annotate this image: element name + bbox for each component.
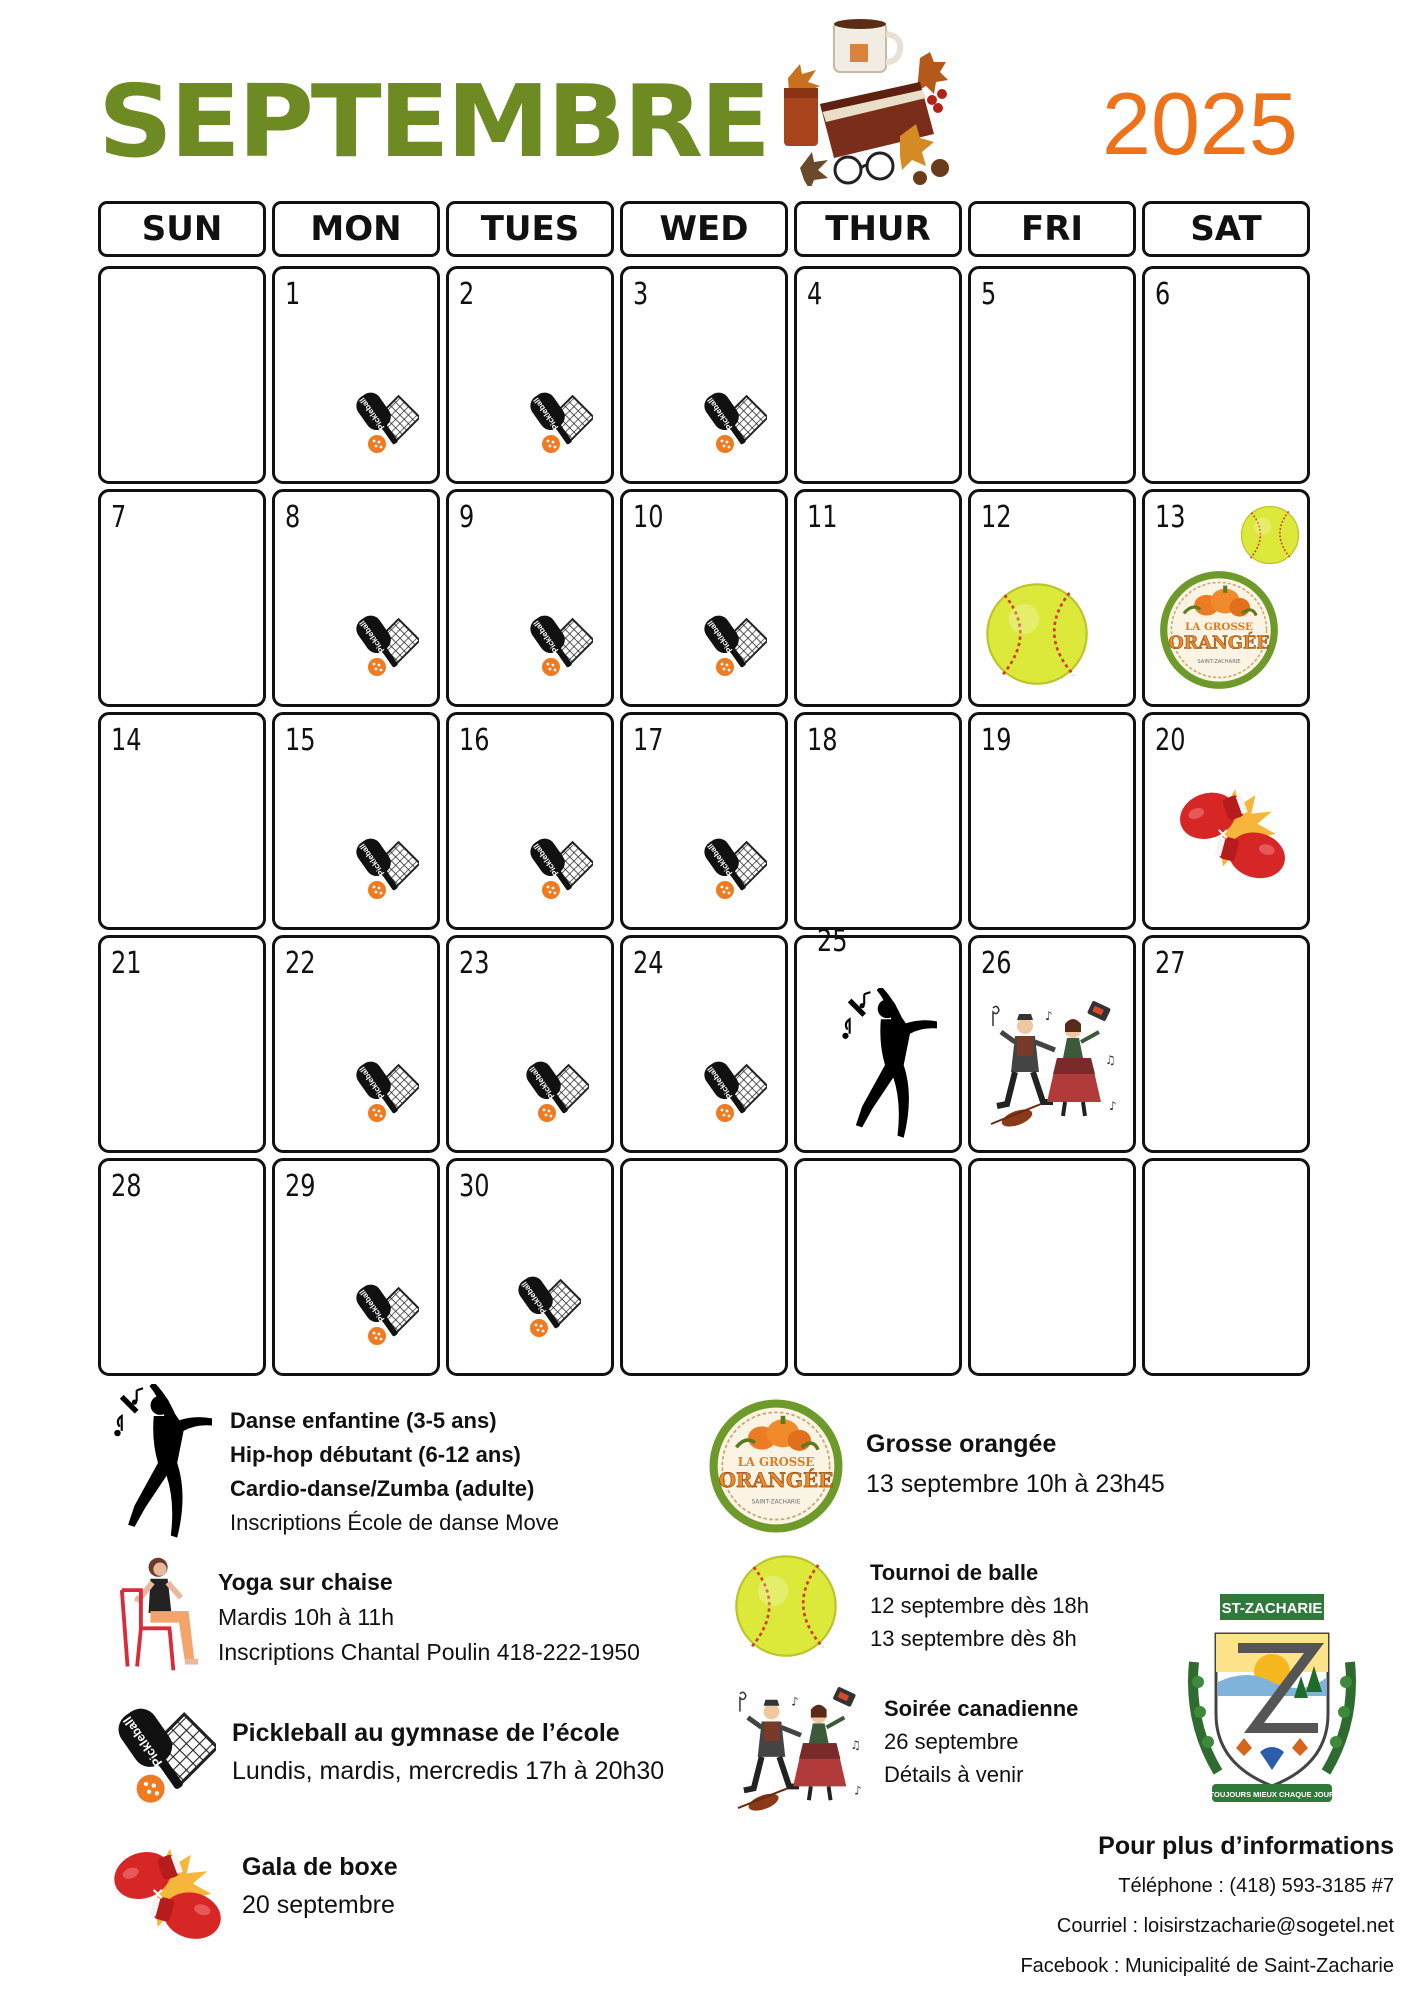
calendar-day-22[interactable] [272,935,440,1153]
legend-danse-line3: Cardio-danse/Zumba (adulte) [230,1476,535,1501]
day-number: 23 [459,946,490,981]
saint-zacharie-crest-logo [1186,1592,1358,1814]
day-number: 29 [285,1169,316,1204]
pickleball-icon [521,833,593,905]
calendar-day-9[interactable] [446,489,614,707]
legend-pickleball [232,1714,664,1790]
calendar-day-13[interactable] [1142,489,1310,707]
grosse-logo-main-text: ORANGÉE [718,1468,834,1492]
calendar-day-18[interactable] [794,712,962,930]
boxing-gloves-icon [1169,779,1293,891]
calendar-day-19[interactable] [968,712,1136,930]
pickleball-icon [695,610,767,682]
weekday-monday: MON [272,201,440,257]
weekday-thursday: THUR [794,201,962,257]
legend-danse [230,1404,559,1540]
grosse-logo-bottom-text: SAINT-ZACHARIE [751,1499,801,1506]
grosse-logo-main-text: ORANGÉE [1168,633,1270,654]
legend-boxe-line1: 20 septembre [242,1891,395,1919]
calendar-day-14[interactable] [98,712,266,930]
pickleball-icon [521,610,593,682]
calendar-day-2[interactable] [446,266,614,484]
calendar-day-5[interactable] [968,266,1136,484]
pickleball-icon [695,387,767,459]
day-number: 30 [459,1169,490,1204]
weekday-sunday: SUN [98,201,266,257]
legend-soiree [884,1692,1078,1791]
day-number: 27 [1155,946,1186,981]
pickleball-icon [695,1056,767,1128]
calendar-day-30[interactable] [446,1158,614,1376]
calendar-day-25[interactable] [794,924,962,1153]
calendar-cell-empty [968,1158,1136,1376]
day-number: 7 [111,500,127,535]
legend-yoga-line2: Inscriptions Chantal Poulin 418-222-1950 [218,1639,640,1665]
pickleball-icon [517,1056,589,1128]
legend-yoga-line1: Mardis 10h à 11h [218,1604,395,1630]
legend-orangee [866,1424,1165,1504]
day-number: 5 [981,277,997,312]
legend-soiree-line2: Détails à venir [884,1762,1024,1787]
grosse-orangee-logo-icon [1157,568,1281,692]
day-number: 8 [285,500,301,535]
day-number: 24 [633,946,664,981]
day-number: 28 [111,1169,142,1204]
calendar-day-17[interactable] [620,712,788,930]
grosse-logo-top-text: LA GROSSE [1185,621,1253,633]
contact-facebook[interactable]: Facebook : Municipalité de Saint-Zacharie [1020,1955,1394,1977]
weekday-wednesday: WED [620,201,788,257]
calendar-day-10[interactable] [620,489,788,707]
day-number: 21 [111,946,142,981]
crest-banner-text: ST-ZACHARIE [1221,1600,1323,1617]
day-number: 3 [633,277,649,312]
grosse-logo-top-text: LA GROSSE [737,1455,815,1469]
folk-dance-couple-icon [985,1000,1125,1130]
legend-yoga [218,1565,640,1670]
day-number: 15 [285,723,316,758]
calendar-day-20[interactable] [1142,712,1310,930]
contact-title: Pour plus d’informations [1098,1832,1394,1860]
legend-danse-line2: Hip-hop débutant (6-12 ans) [230,1442,521,1467]
day-number: 22 [285,946,316,981]
calendar-day-1[interactable] [272,266,440,484]
dancer-silhouette-icon [104,1384,212,1544]
weekday-saturday: SAT [1142,201,1310,257]
day-number: 20 [1155,723,1186,758]
calendar-day-6[interactable] [1142,266,1310,484]
calendar-day-27[interactable] [1142,935,1310,1153]
calendar-day-15[interactable] [272,712,440,930]
pickleball-icon [347,1279,419,1351]
calendar-day-16[interactable] [446,712,614,930]
day-number: 9 [459,500,475,535]
contact-section [1020,1826,1394,1986]
day-number: 2 [459,277,475,312]
legend-yoga-title: Yoga sur chaise [218,1569,393,1595]
legend-balle-line1: 12 septembre dès 18h [870,1593,1089,1618]
legend-boxe-title: Gala de boxe [242,1853,398,1881]
legend-pickleball-title: Pickleball au gymnase de l’école [232,1719,620,1747]
calendar-day-23[interactable] [446,935,614,1153]
legend-orangee-line1: 13 septembre 10h à 23h45 [866,1470,1165,1498]
day-number: 18 [807,723,838,758]
calendar-day-4[interactable] [794,266,962,484]
legend-balle-line2: 13 septembre dès 8h [870,1626,1077,1651]
calendar-day-8[interactable] [272,489,440,707]
legend-orangee-title: Grosse orangée [866,1430,1057,1458]
day-number: 17 [633,723,664,758]
day-number: 19 [981,723,1012,758]
month-title: SEPTEMBRE [98,63,768,180]
legend-boxe [242,1848,398,1924]
autumn-coffee-book-illustration [770,18,960,186]
legend-pickleball-line1: Lundis, mardis, mercredis 17h à 20h30 [232,1757,665,1785]
legend-soiree-title: Soirée canadienne [884,1696,1079,1721]
day-number: 13 [1155,500,1186,535]
softball-icon [732,1552,840,1660]
day-number: 11 [807,500,838,535]
calendar-day-28[interactable] [98,1158,266,1376]
calendar-cell-empty [794,1158,962,1376]
weekday-tuesday: TUES [446,201,614,257]
day-number: 1 [285,277,301,312]
year-title: 2025 [1102,74,1298,173]
day-number: 25 [817,924,848,959]
legend-danse-line1: Danse enfantine (3-5 ans) [230,1408,497,1433]
pickleball-icon [347,610,419,682]
pickleball-icon [347,387,419,459]
softball-icon [983,580,1091,688]
grosse-orangee-logo-icon [706,1396,846,1536]
calendar-day-21[interactable] [98,935,266,1153]
legend-balle-title: Tournoi de balle [870,1560,1039,1585]
day-number: 12 [981,500,1012,535]
legend-balle [870,1556,1089,1655]
pickleball-icon [347,833,419,905]
calendar-cell-empty [620,1158,788,1376]
crest-motto-text: TOUJOURS MIEUX CHAQUE JOUR [1209,1790,1335,1799]
day-number: 6 [1155,277,1171,312]
calendar-day-7[interactable] [98,489,266,707]
legend-danse-line4: Inscriptions École de danse Move [230,1510,559,1535]
day-number: 4 [807,277,823,312]
contact-email[interactable]: Courriel : loisirstzacharie@sogetel.net [1056,1915,1394,1937]
pickleball-icon [347,1056,419,1128]
calendar-day-12[interactable] [968,489,1136,707]
folk-dance-couple-icon [732,1686,870,1814]
day-number: 26 [981,946,1012,981]
softball-icon [1239,504,1301,566]
calendar-day-24[interactable] [620,935,788,1153]
dancer-silhouette-icon [833,988,937,1144]
weekday-friday: FRI [968,201,1136,257]
calendar-day-3[interactable] [620,266,788,484]
pickleball-icon [521,387,593,459]
calendar-day-26[interactable] [968,935,1136,1153]
calendar-day-29[interactable] [272,1158,440,1376]
calendar-cell-empty [98,266,266,484]
day-number: 16 [459,723,490,758]
boxing-gloves-icon [104,1838,228,1952]
pickleball-icon [509,1271,581,1343]
calendar-day-11[interactable] [794,489,962,707]
legend-soiree-line1: 26 septembre [884,1729,1019,1754]
pickleball-icon [695,833,767,905]
day-number: 14 [111,723,142,758]
calendar-cell-empty [1142,1158,1310,1376]
day-number: 10 [633,500,664,535]
chair-yoga-icon [112,1552,208,1676]
pickleball-icon [104,1700,216,1812]
contact-phone: Téléphone : (418) 593-3185 #7 [1118,1875,1394,1897]
grosse-logo-bottom-text: SAINT-ZACHARIE [1197,659,1241,666]
